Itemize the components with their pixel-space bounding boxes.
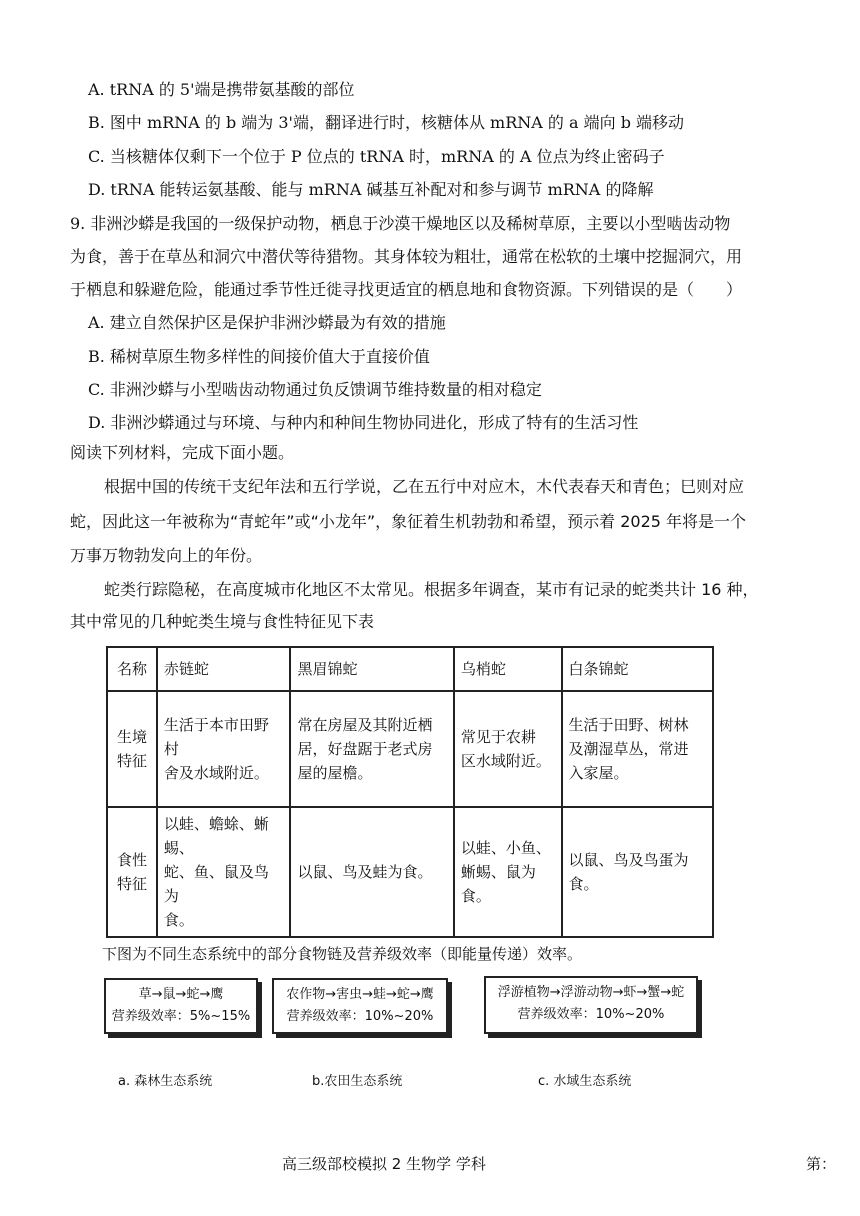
q9-stem-line-2: 为食，善于在草丛和洞穴中潜伏等待猎物。其身体较为粗壮，通常在松软的土壤中挖掘洞穴，用 [70, 247, 743, 266]
q9-stem-line-1: 9. 非洲沙蟒是我国的一级保护动物，栖息于沙漠干燥地区以及稀树草原，主要以小型啮齿动物 [70, 214, 731, 233]
q8-option-c: C. 当核糖体仅剩下一个位于 P 位点的 tRNA 时，mRNA 的 A 位点为终止密码子 [88, 147, 665, 166]
cell-habitat-4: 生活于田野、树林 及潮湿草丛，常进 入家屋。 [562, 691, 714, 807]
row-label-habitat: 生境 特征 [107, 691, 157, 807]
cell-diet-2: 以鼠、鸟及蛙为食。 [290, 807, 453, 937]
q8-option-d: D. tRNA 能转运氨基酸、能与 mRNA 碱基互补配对和参与调节 mRNA 的降解 [88, 180, 654, 199]
q9-option-d: D. 非洲沙蟒通过与环境、与种内和种间生物协同进化，形成了特有的生活习性 [88, 413, 639, 432]
q8-option-a: A. tRNA 的 5'端是携带氨基酸的部位 [88, 80, 355, 99]
footer-page-number: 第： [806, 1155, 837, 1173]
figure-intro: 下图为不同生态系统中的部分食物链及营养级效率（即能量传递）效率。 [102, 945, 583, 963]
q9-option-a: A. 建立自然保护区是保护非洲沙蟒最为有效的措施 [88, 313, 446, 332]
cell-habitat-2: 常在房屋及其附近栖 居，好盘踞于老式房 屋的屋檐。 [290, 691, 453, 807]
header-name: 名称 [107, 647, 157, 691]
q8-option-b: B. 图中 mRNA 的 b 端为 3'端，翻译进行时，核糖体从 mRNA 的 a 端向 b 端移动 [88, 113, 685, 132]
q9-stem-line-3: 于栖息和躲避危险，能通过季节性迁徙寻找更适宜的栖息地和食物资源。下列错误的是（ ） [70, 280, 743, 299]
passage-p1-line-1: 根据中国的传统干支纪年法和五行学说，乙在五行中对应木，木代表春天和青色；巳则对应 [104, 477, 745, 496]
table-row-diet [107, 807, 713, 937]
system-label-farmland: b.农田生态系统 [312, 1074, 403, 1089]
passage-p1-line-2: 蛇，因此这一年被称为“青蛇年”或“小龙年”，象征着生机勃勃和希望，预示着 2025 年将是一个 [70, 512, 747, 531]
efficiency-forest: 营养级效率：5%~15% [111, 1009, 251, 1024]
passage-p1-line-3: 万事万物勃发向上的年份。 [70, 546, 263, 565]
passage-p2-line-2: 其中常见的几种蛇类生境与食性特征见下表 [70, 612, 375, 631]
system-label-water: c. 水域生态系统 [538, 1074, 632, 1089]
cell-habitat-1: 生活于本市田野村 舍及水域附近。 [157, 691, 291, 807]
food-chain-farmland: 农作物→害虫→蛙→蛇→鹰 [286, 987, 434, 1002]
food-chain-box-farmland [272, 978, 448, 1034]
cell-diet-3: 以蛙、小鱼、 蜥蜴、鼠为 食。 [454, 807, 562, 937]
food-chain-water: 浮游植物→浮游动物→虾→蟹→蛇 [497, 985, 685, 1000]
row-label-diet: 食性 特征 [107, 807, 157, 937]
food-chain-forest: 草→鼠→蛇→鹰 [138, 987, 224, 1002]
header-snake-4: 白条锦蛇 [562, 647, 714, 691]
passage-p2-line-1: 蛇类行踪隐秘，在高度城市化地区不太常见。根据多年调查，某市有记录的蛇类共计 16 种， [104, 580, 759, 599]
header-snake-1: 赤链蛇 [157, 647, 291, 691]
snake-habitat-diet-table [106, 646, 714, 938]
food-chain-box-forest [104, 978, 258, 1034]
header-snake-2: 黑眉锦蛇 [290, 647, 453, 691]
q9-option-b: B. 稀树草原生物多样性的间接价值大于直接价值 [88, 347, 430, 366]
q9-option-c: C. 非洲沙蟒与小型啮齿动物通过负反馈调节维持数量的相对稳定 [88, 380, 542, 399]
cell-habitat-3: 常见于农耕 区水域附近。 [454, 691, 562, 807]
table-header-row [107, 647, 713, 691]
cell-diet-4: 以鼠、鸟及鸟蛋为 食。 [562, 807, 714, 937]
reading-intro: 阅读下列材料，完成下面小题。 [70, 443, 295, 462]
table-row-habitat [107, 691, 713, 807]
food-chain-box-water [484, 976, 698, 1034]
efficiency-farmland: 营养级效率：10%~20% [286, 1009, 434, 1024]
footer-exam-title: 高三级部校模拟 2 生物学 学科 [282, 1155, 486, 1173]
efficiency-water: 营养级效率：10%~20% [517, 1007, 665, 1022]
header-snake-3: 乌梢蛇 [454, 647, 562, 691]
cell-diet-1: 以蛙、蟾蜍、蜥蜴、 蛇、鱼、鼠及鸟为 食。 [157, 807, 291, 937]
system-label-forest: a. 森林生态系统 [118, 1074, 213, 1089]
